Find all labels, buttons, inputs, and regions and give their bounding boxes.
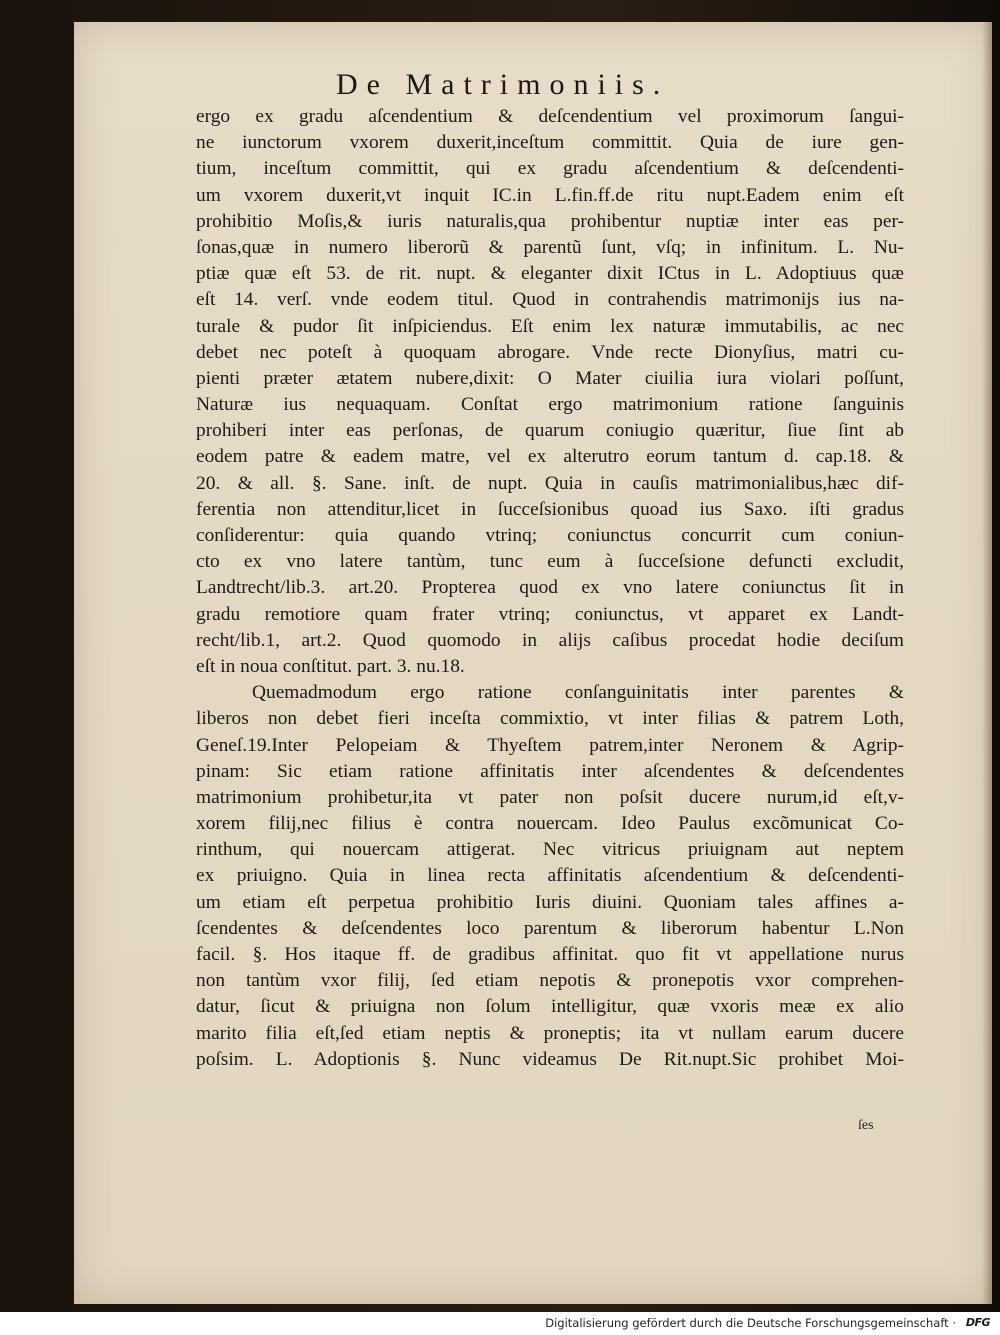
text-line: marito filia eſt,ſed etiam neptis & proneptis; ita vt nullam earum ducere bbox=[196, 1022, 904, 1044]
text-line: um vxorem duxerit,vt inquit IC.in L.fin.ff.de ritu nupt.Eadem enim eſt bbox=[196, 184, 904, 206]
running-head: De Matrimoniis. bbox=[336, 68, 670, 101]
text-line: Quemadmodum ergo ratione conſanguinitatis inter parentes & bbox=[252, 682, 904, 704]
text-line: prohiberi inter eas perſonas, de quarum coniugio quæritur, ſiue ſint ab bbox=[196, 420, 904, 442]
text-line: eſt 14. verſ. vnde eodem titul. Quod in contrahendis matrimonijs ius na- bbox=[196, 289, 904, 311]
text-line: facil. §. Hos itaque ff. de gradibus affinitat. quo fit vt appellatione nurus bbox=[196, 944, 904, 965]
text-line: ferentia non attenditur,licet in ſucceſsionibus quoad ius Saxo. iſti gradus bbox=[196, 498, 904, 520]
text-line: cto ex vno latere tantùm, tunc eum à ſucceſsione defuncti excludit, bbox=[196, 551, 904, 573]
text-line: um etiam eſt perpetua prohibitio Iuris diuini. Quoniam tales affines a- bbox=[196, 891, 904, 913]
text-line: prohibitio Moſis,& iuris naturalis,qua prohibentur nuptiæ inter eas per- bbox=[196, 210, 904, 232]
text-line: gradu remotiore quam frater vtrinq; coniunctus, vt apparet ex Landt- bbox=[196, 603, 904, 625]
text-line: matrimonium prohibetur,ita vt pater non poſsit ducere nurum,id eſt,v- bbox=[196, 786, 904, 808]
text-line: tium, inceſtum committit, qui ex gradu aſcendentium & deſcendenti- bbox=[196, 158, 904, 180]
text-line: liberos non debet fieri inceſta commixtio, vt inter filias & patrem Loth, bbox=[196, 708, 904, 730]
text-line: pinam: Sic etiam ratione affinitatis inter aſcendentes & deſcendentes bbox=[196, 760, 904, 782]
text-line: non tantùm vxor filij, ſed etiam nepotis & pronepotis vxor comprehen- bbox=[196, 970, 904, 992]
text-line: eſt in noua conſtitut. part. 3. nu.18. bbox=[196, 655, 465, 677]
text-line: Geneſ.19.Inter Pelopeiam & Thyeſtem patrem,inter Neronem & Agrip- bbox=[196, 734, 904, 756]
text-line: debet nec poteſt à quoquam abrogare. Vnde recte Dionyſius, matri cu- bbox=[196, 341, 904, 363]
text-line: pienti præter ætatem nubere,dixit: O Mater ciuilia iura violari poſſunt, bbox=[196, 367, 904, 389]
text-line: ergo ex gradu aſcendentium & deſcendentium vel proximorum ſangui- bbox=[196, 106, 904, 127]
page-edge-shadow bbox=[982, 22, 992, 1304]
footer-bar bbox=[0, 1312, 1000, 1335]
body-text bbox=[196, 104, 904, 1073]
text-line: turale & pudor ſit inſpiciendus. Eſt enim lex naturæ immutabilis, ac nec bbox=[196, 315, 904, 337]
text-line: xorem filij,nec filius è contra nouercam. Ideo Paulus excõmunicat Co- bbox=[196, 813, 904, 835]
text-line: conſiderentur: quia quando vtrinq; coniunctus concurrit cum coniun- bbox=[196, 525, 904, 546]
text-line: poſsim. L. Adoptionis §. Nunc videamus De Rit.nupt.Sic prohibet Moi- bbox=[196, 1048, 904, 1070]
text-line: 20. & all. §. Sane. inſt. de nupt. Quia in cauſis matrimonialibus,hæc dif- bbox=[196, 472, 904, 494]
text-line: eodem patre & eadem matre, vel ex alterutro eorum tantum d. cap.18. & bbox=[196, 446, 904, 468]
text-line: recht/lib.1, art.2. Quod quomodo in alijs caſibus procedat hodie deciſum bbox=[196, 629, 904, 651]
funding-credit: Digitalisierung gefördert durch die Deutsche Forschungsgemeinschaft · bbox=[545, 1316, 956, 1330]
text-line: ſonas,quæ in numero liberorũ & parentũ ſunt, vſq; in infinitum. L. Nu- bbox=[196, 236, 904, 258]
text-line: Landtrecht/lib.3. art.20. Propterea quod ex vno latere coniunctus ſit in bbox=[196, 577, 904, 599]
dfg-logo: DFG bbox=[960, 1316, 996, 1330]
text-line: ne iunctorum vxorem duxerit,inceſtum committit. Quia de iure gen- bbox=[196, 132, 904, 154]
text-line: rinthum, qui nouercam attigerat. Nec vitricus priuignam aut neptem bbox=[196, 839, 904, 861]
catchword: ſes bbox=[858, 1118, 874, 1133]
text-line: datur, ſicut & priuigna non ſolum intelligitur, quæ vxoris meæ ex alio bbox=[196, 996, 904, 1018]
text-line: ſcendentes & deſcendentes loco parentum & liberorum habentur L.Non bbox=[196, 917, 904, 939]
text-line: ptiæ quæ eſt 53. de rit. nupt. & eleganter dixit ICtus in L. Adoptiuus quæ bbox=[196, 263, 904, 285]
text-line: ex priuigno. Quia in linea recta affinitatis aſcendentium & deſcendenti- bbox=[196, 865, 904, 887]
text-line: Naturæ ius nequaquam. Conſtat ergo matrimonium ratione ſanguinis bbox=[196, 394, 904, 416]
